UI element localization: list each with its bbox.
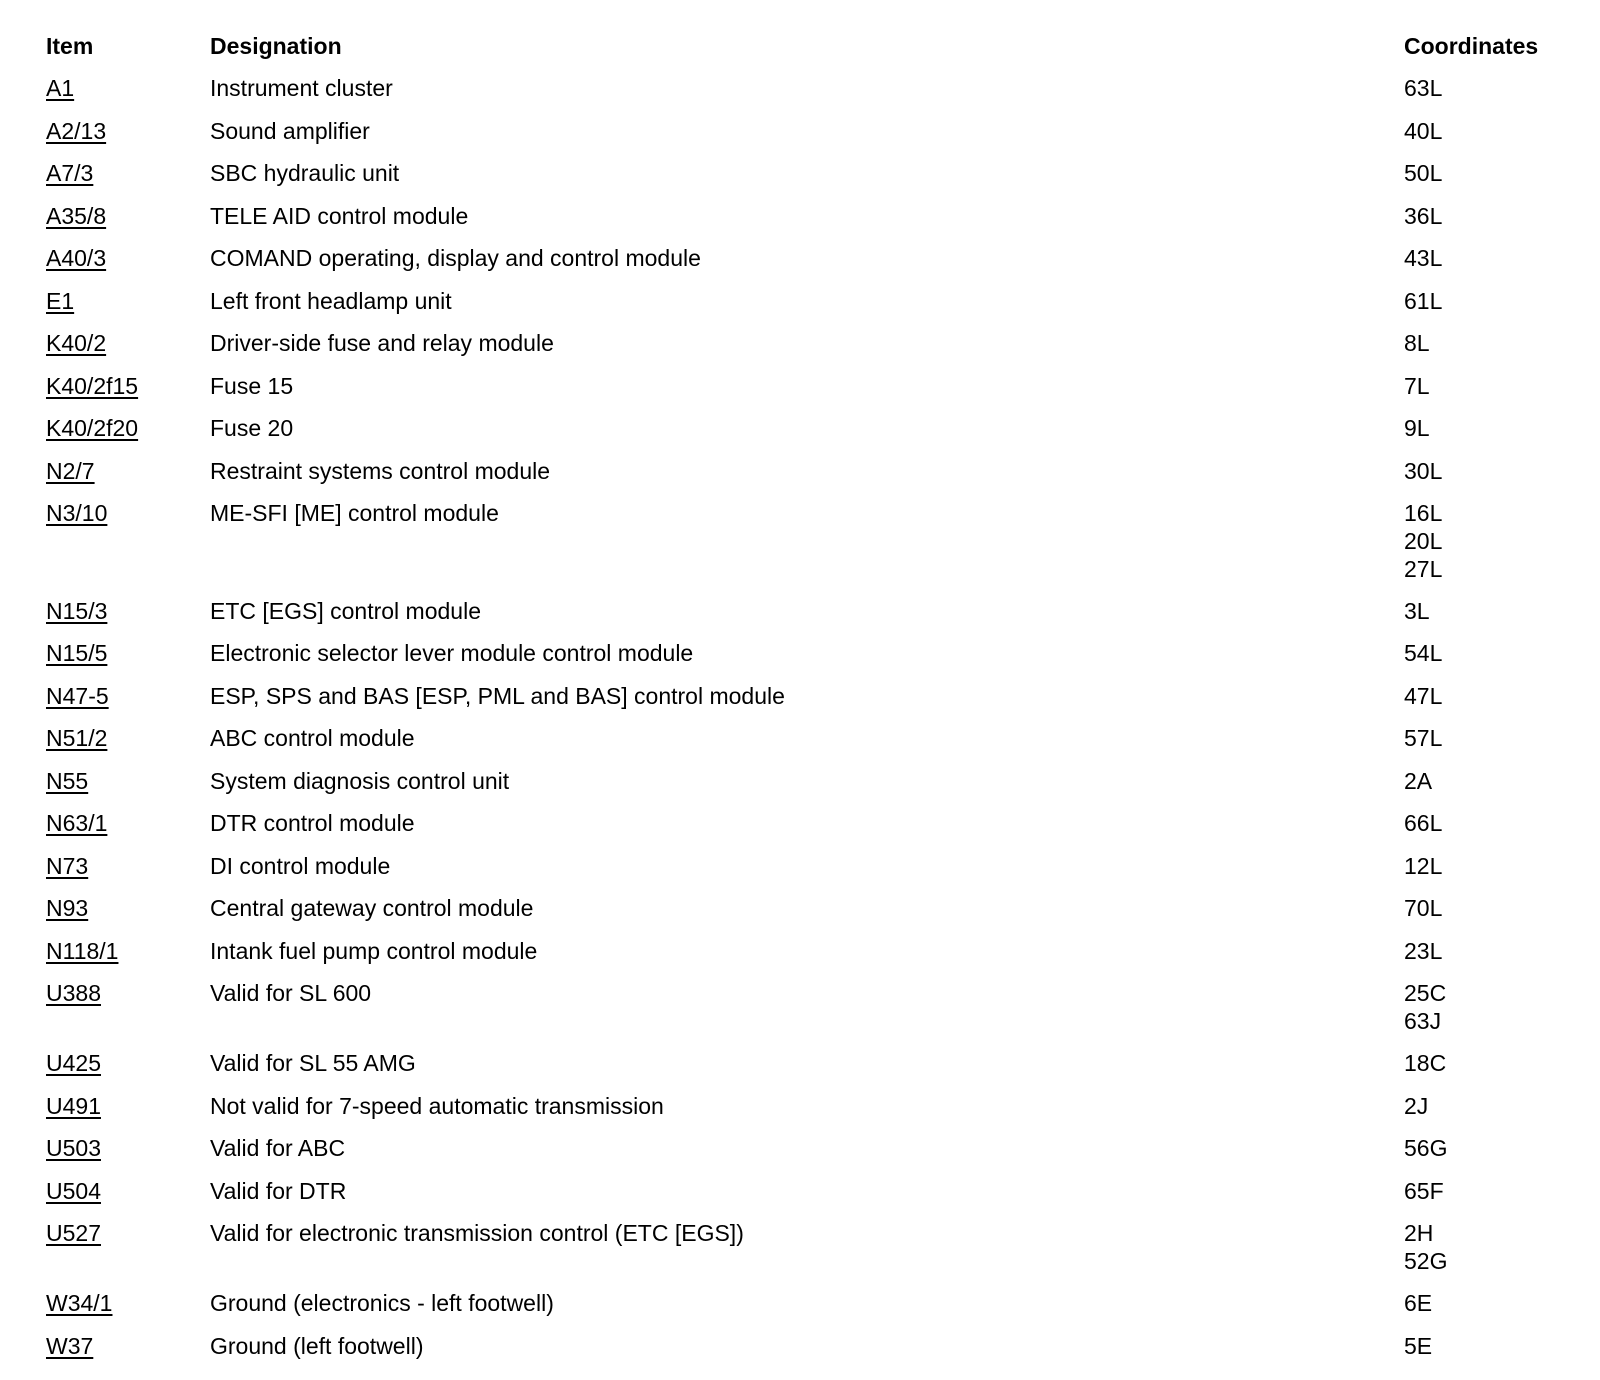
- designation-text: Valid for SL 55 AMG: [210, 1050, 416, 1076]
- coordinate-value: 5E: [1404, 1332, 1433, 1359]
- designation-text: ABC control module: [210, 725, 415, 751]
- coordinate-value: 27L: [1404, 556, 1443, 582]
- coordinates-cell: [1404, 597, 1430, 625]
- coordinates-cell: [1404, 1092, 1428, 1120]
- coordinates-cell: [1404, 1049, 1446, 1077]
- designation-text: Instrument cluster: [210, 75, 393, 101]
- coordinate-value: 52G: [1404, 1248, 1448, 1274]
- item-link[interactable]: U527: [46, 1220, 101, 1246]
- designation-text: Left front headlamp unit: [210, 287, 452, 314]
- coordinate-value: 70L: [1404, 895, 1443, 921]
- coordinates-cell: [1404, 1134, 1447, 1162]
- item-link[interactable]: U504: [46, 1177, 101, 1204]
- coordinate-value: 43L: [1404, 245, 1443, 271]
- designation-text: Valid for electronic transmission control (ETC [EGS]): [210, 1220, 744, 1246]
- item-link[interactable]: A1: [46, 75, 75, 101]
- coordinate-value: 16L: [1404, 500, 1443, 526]
- coordinates-cell: [1404, 202, 1442, 230]
- designation-text: COMAND operating, display and control module: [210, 245, 701, 271]
- designation-text: System diagnosis control unit: [210, 767, 510, 794]
- coordinates-cell: [1404, 287, 1442, 315]
- coordinate-value: 65F: [1404, 1177, 1444, 1204]
- item-link[interactable]: N51/2: [46, 725, 108, 751]
- coordinates-cell: [1404, 639, 1442, 667]
- coordinate-value: 3L: [1404, 597, 1430, 624]
- coordinate-value: 63L: [1404, 75, 1443, 101]
- designation-text: SBC hydraulic unit: [210, 160, 400, 186]
- coordinate-value: 18C: [1404, 1050, 1447, 1076]
- coordinate-value: 12L: [1404, 852, 1443, 879]
- item-link[interactable]: A35/8: [46, 202, 107, 229]
- coordinates-cell: [1404, 457, 1442, 485]
- item-link[interactable]: N47-5: [46, 682, 109, 709]
- coordinates-cell: [1404, 1177, 1444, 1205]
- designation-text: ME-SFI [ME] control module: [210, 500, 499, 526]
- designation-text: DTR control module: [210, 810, 415, 836]
- designation-text: Ground (electronics - left footwell): [210, 1290, 554, 1316]
- designation-text: Electronic selector lever module control module: [210, 640, 694, 666]
- coordinate-value: 20L: [1404, 528, 1443, 554]
- coordinate-value: 2A: [1404, 767, 1433, 794]
- designation-text: Valid for SL 600: [210, 980, 372, 1006]
- item-link[interactable]: U491: [46, 1092, 101, 1119]
- designation-text: Fuse 20: [210, 415, 294, 441]
- coordinate-value: 6E: [1404, 1290, 1433, 1316]
- item-link[interactable]: A40/3: [46, 245, 107, 271]
- coordinate-value: 61L: [1404, 287, 1443, 314]
- coordinates-cell: [1404, 1219, 1447, 1275]
- coordinates-cell: [1404, 329, 1430, 357]
- designation-text: TELE AID control module: [210, 202, 469, 229]
- designation-text: Valid for ABC: [210, 1135, 346, 1161]
- designation-text: Central gateway control module: [210, 895, 534, 921]
- coordinates-cell: [1404, 74, 1442, 102]
- coordinate-value: 2J: [1404, 1092, 1429, 1119]
- coordinates-cell: [1404, 414, 1430, 442]
- item-link[interactable]: N3/10: [46, 500, 108, 526]
- designation-text: DI control module: [210, 852, 391, 879]
- item-link[interactable]: W34/1: [46, 1290, 113, 1316]
- coordinates-cell: [1404, 937, 1442, 965]
- header-designation: Designation: [210, 33, 342, 59]
- coordinate-value: 9L: [1404, 415, 1430, 441]
- header-item: Item: [46, 33, 94, 59]
- coordinates-cell: [1404, 682, 1442, 710]
- coordinates-cell: [1404, 767, 1432, 795]
- coordinates-cell: [1404, 244, 1442, 272]
- coordinate-value: 40L: [1404, 117, 1443, 144]
- item-link[interactable]: U425: [46, 1050, 101, 1076]
- item-link[interactable]: K40/2: [46, 330, 107, 356]
- item-link[interactable]: N93: [46, 895, 89, 921]
- coordinate-value: 30L: [1404, 457, 1443, 484]
- coordinate-value: 57L: [1404, 725, 1443, 751]
- coordinate-value: 23L: [1404, 937, 1443, 964]
- coordinate-value: 7L: [1404, 372, 1430, 399]
- item-link[interactable]: N55: [46, 767, 89, 794]
- coordinates-cell: [1404, 159, 1442, 187]
- coordinate-value: 8L: [1404, 330, 1430, 356]
- designation-text: Sound amplifier: [210, 117, 370, 144]
- item-link[interactable]: A2/13: [46, 117, 107, 144]
- item-link[interactable]: N2/7: [46, 457, 95, 484]
- coordinates-cell: [1404, 809, 1442, 837]
- item-link[interactable]: A7/3: [46, 160, 94, 186]
- item-link[interactable]: N15/5: [46, 640, 108, 666]
- designation-text: Intank fuel pump control module: [210, 937, 538, 964]
- item-link[interactable]: E1: [46, 287, 75, 314]
- coordinates-cell: [1404, 1289, 1432, 1317]
- coordinates-cell: [1404, 894, 1442, 922]
- coordinate-value: 25C: [1404, 980, 1447, 1006]
- coordinate-value: 47L: [1404, 682, 1443, 709]
- coordinate-value: 54L: [1404, 640, 1443, 666]
- item-link[interactable]: U388: [46, 980, 101, 1006]
- item-link[interactable]: U503: [46, 1135, 101, 1161]
- coordinate-value: 36L: [1404, 202, 1443, 229]
- coordinates-cell: [1404, 1332, 1432, 1360]
- designation-text: Driver-side fuse and relay module: [210, 330, 554, 356]
- coordinates-cell: [1404, 852, 1442, 880]
- item-link[interactable]: W37: [46, 1332, 94, 1359]
- coordinates-cell: [1404, 117, 1442, 145]
- item-link[interactable]: K40/2f15: [46, 372, 139, 399]
- coordinates-cell: [1404, 979, 1446, 1035]
- coordinates-cell: [1404, 372, 1430, 400]
- coordinate-value: 63J: [1404, 1008, 1442, 1034]
- designation-text: Fuse 15: [210, 372, 294, 399]
- coordinates-cell: [1404, 499, 1442, 583]
- item-link[interactable]: K40/2f20: [46, 415, 139, 441]
- designation-text: Ground (left footwell): [210, 1332, 424, 1359]
- item-link[interactable]: N73: [46, 852, 89, 879]
- coordinate-value: 50L: [1404, 160, 1443, 186]
- coordinates-cell: [1404, 724, 1442, 752]
- coordinate-value: 66L: [1404, 810, 1443, 836]
- designation-text: ESP, SPS and BAS [ESP, PML and BAS] control module: [210, 682, 785, 709]
- item-link[interactable]: N15/3: [46, 597, 108, 624]
- item-link[interactable]: N63/1: [46, 810, 108, 836]
- coordinate-value: 56G: [1404, 1135, 1448, 1161]
- designation-text: ETC [EGS] control module: [210, 597, 481, 624]
- item-link[interactable]: N118/1: [46, 937, 119, 964]
- coordinate-value: 2H: [1404, 1220, 1434, 1246]
- header-coordinates: Coordinates: [1404, 33, 1539, 59]
- designation-text: Not valid for 7-speed automatic transmission: [210, 1092, 664, 1119]
- designation-text: Restraint systems control module: [210, 457, 551, 484]
- designation-text: Valid for DTR: [210, 1177, 347, 1204]
